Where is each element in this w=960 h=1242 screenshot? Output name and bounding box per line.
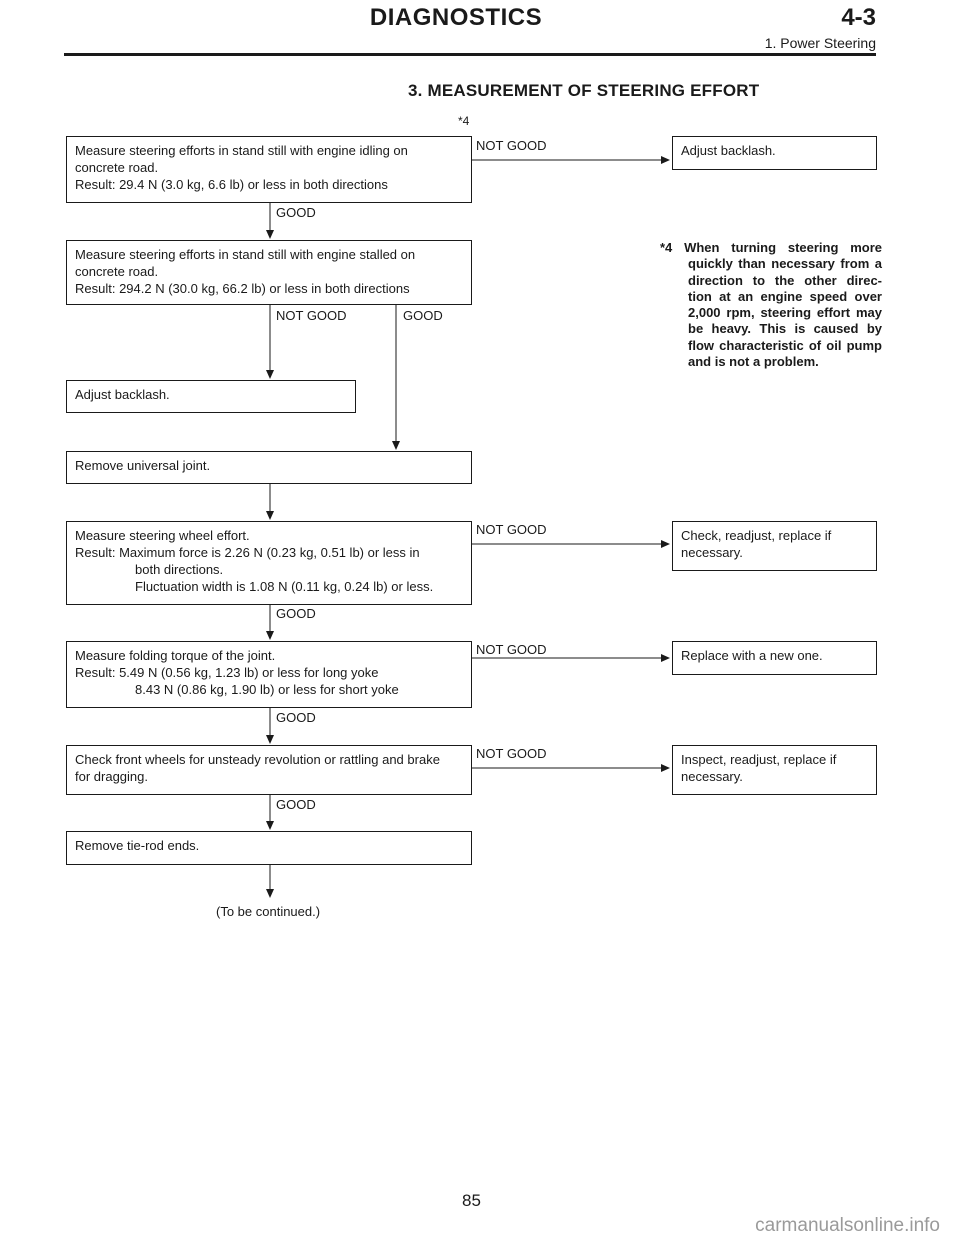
step-text: Measure steering wheel effort. <box>75 528 250 543</box>
step-measure-idling <box>66 136 472 203</box>
step-text: Remove universal joint. <box>75 458 211 473</box>
step-text: Fluctuation width is 1.08 N (0.11 kg, 0.24 lb) or less. <box>135 579 434 594</box>
label-good: GOOD <box>276 205 316 220</box>
label-not-good: NOT GOOD <box>476 522 547 537</box>
step-text: concrete road. <box>75 264 159 279</box>
step-check-front-wheels <box>66 745 472 795</box>
result-check-readjust-replace <box>672 521 877 571</box>
step-remove-tie-rod-ends <box>66 831 472 865</box>
step-text: concrete road. <box>75 160 159 175</box>
page-title: 3. MEASUREMENT OF STEERING EFFORT <box>408 81 760 100</box>
subsection-title: 1. Power Steering <box>764 35 876 51</box>
step-text: Result: 5.49 N (0.56 kg, 1.23 lb) or less for long yoke <box>75 665 379 680</box>
result-text: Check, readjust, replace if <box>681 528 832 543</box>
step-text: both directions. <box>135 562 224 577</box>
result-text: Adjust backlash. <box>75 387 170 402</box>
step-text: Check front wheels for unsteady revolution or rattling and brake <box>75 752 440 767</box>
result-text: Adjust backlash. <box>681 143 776 158</box>
label-good: GOOD <box>276 797 316 812</box>
label-good: GOOD <box>276 606 316 621</box>
result-adjust-backlash-1 <box>672 136 877 170</box>
result-text: Replace with a new one. <box>681 648 823 663</box>
result-text: Inspect, readjust, replace if <box>681 752 837 767</box>
step-measure-wheel-effort <box>66 521 472 605</box>
note-4 <box>660 240 882 370</box>
section-title: DIAGNOSTICS <box>369 4 543 31</box>
step-text: 8.43 N (0.86 kg, 1.90 lb) or less for short yoke <box>135 682 399 697</box>
step-measure-folding-torque <box>66 641 472 708</box>
step-measure-stalled <box>66 240 472 305</box>
note-reference: *4 <box>458 114 470 128</box>
result-adjust-backlash-2 <box>66 380 356 413</box>
step-text: for dragging. <box>75 769 148 784</box>
step-text: Remove tie-rod ends. <box>75 838 200 853</box>
label-not-good: NOT GOOD <box>476 746 547 761</box>
result-inspect-readjust-replace <box>672 745 877 795</box>
watermark: carmanualsonline.info <box>755 1215 940 1236</box>
label-not-good: NOT GOOD <box>476 138 547 153</box>
step-remove-universal-joint <box>66 451 472 484</box>
step-text: Result: 294.2 N (30.0 kg, 66.2 lb) or less in both directions <box>75 281 410 296</box>
label-not-good: NOT GOOD <box>476 642 547 657</box>
step-text: Measure steering efforts in stand still with engine stalled on <box>75 247 416 262</box>
label-good: GOOD <box>276 710 316 725</box>
step-text: Measure folding torque of the joint. <box>75 648 276 663</box>
label-not-good: NOT GOOD <box>276 308 347 323</box>
result-text: necessary. <box>681 545 743 560</box>
chapter-number: 4-3 <box>841 4 876 31</box>
result-replace-new <box>672 641 877 675</box>
result-text: necessary. <box>681 769 743 784</box>
continued-note: (To be continued.) <box>216 904 321 919</box>
step-text: Measure steering efforts in stand still with engine idling on <box>75 143 408 158</box>
note-text: *4 When turning steering more quickly than necessary from a direction to the other direc- tion at an engine speed over 2,000 rpm, steering effort may be heavy. This is caused by flow characteristic of oil pump and is not a problem. <box>660 240 882 370</box>
label-good: GOOD <box>403 308 443 323</box>
step-text: Result: 29.4 N (3.0 kg, 6.6 lb) or less in both directions <box>75 177 388 192</box>
step-text: Result: Maximum force is 2.26 N (0.23 kg, 0.51 lb) or less in <box>75 545 420 560</box>
page-number: 85 <box>462 1191 481 1210</box>
